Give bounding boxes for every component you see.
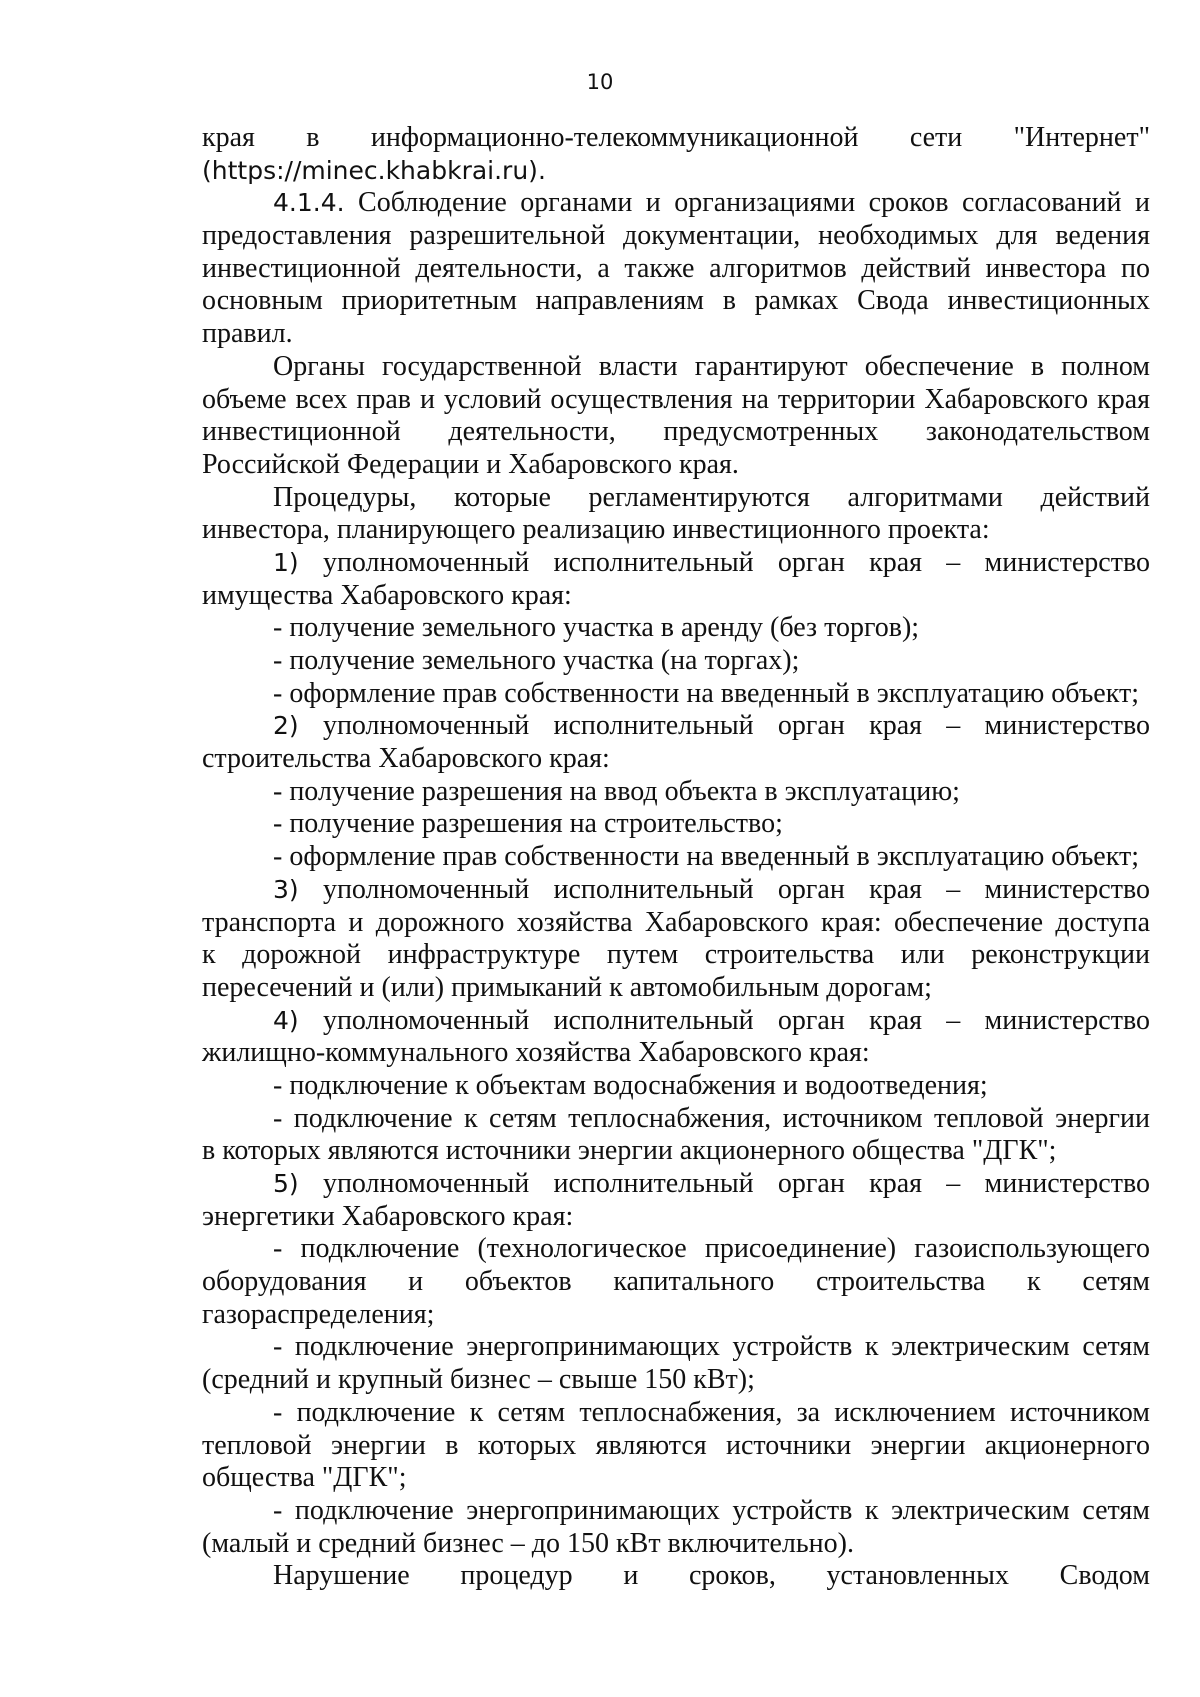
text-line <box>202 645 1150 678</box>
text-line <box>202 612 1150 645</box>
text-line <box>202 1560 1150 1593</box>
text-line <box>202 1528 1150 1561</box>
text-line <box>202 1397 1150 1430</box>
text-line <box>202 253 1150 286</box>
line-text: Соблюдение органами и организациями сроков согласований и <box>344 187 1150 219</box>
line-text: к дорожной инфраструктуре путем строительства или реконструкции <box>202 939 1150 971</box>
line-text: - подключение энергопринимающих устройств к электрическим сетям <box>273 1494 1150 1526</box>
line-text: инвестиционной деятельности, а также алгоритмов действий инвестора по <box>202 252 1150 284</box>
line-text: - получение разрешения на ввод объекта в эксплуатацию; <box>273 775 960 807</box>
line-text: жилищно-коммунального хозяйства Хабаровского края: <box>202 1037 870 1069</box>
line-text: (средний и крупный бизнес – свыше 150 кВт); <box>202 1364 755 1396</box>
text-line <box>202 1495 1150 1528</box>
line-text: общества "ДГК"; <box>202 1462 407 1494</box>
text-line <box>202 1005 1150 1038</box>
text-line <box>202 1103 1150 1136</box>
line-prefix: 3) <box>273 874 299 904</box>
line-text: - получение земельного участка (на торгах); <box>273 645 800 676</box>
text-line <box>202 1331 1150 1364</box>
line-text: пересечений и (или) примыканий к автомобильным дорогам; <box>202 971 932 1003</box>
text-line <box>202 874 1150 907</box>
page-number: 10 <box>586 70 614 94</box>
text-line <box>202 1037 1150 1070</box>
text-line <box>202 1201 1150 1234</box>
text-line <box>202 384 1150 417</box>
text-line <box>202 1462 1150 1495</box>
text-line <box>202 743 1150 776</box>
line-text: - подключение к сетям теплоснабжения, за исключением источником <box>273 1396 1150 1428</box>
text-line <box>202 285 1150 318</box>
line-text: инвестиционной деятельности, предусмотренных законодательством <box>202 416 1150 448</box>
line-text: - получение разрешения на строительство; <box>273 808 783 840</box>
line-text: предоставления разрешительной документации, необходимых для ведения <box>202 220 1150 252</box>
line-text: уполномоченный исполнительный орган края – министерство <box>298 873 1150 905</box>
line-text: тепловой энергии в которых являются источники энергии акционерного <box>202 1429 1150 1461</box>
line-text: Нарушение процедур и сроков, установленных Сводом <box>273 1560 1150 1592</box>
line-text: уполномоченный исполнительный орган края – министерство <box>298 710 1150 742</box>
line-prefix: 2) <box>273 711 299 741</box>
line-prefix: 4) <box>273 1005 299 1035</box>
line-text: энергетики Хабаровского края: <box>202 1200 574 1232</box>
line-text: правил. <box>202 318 293 350</box>
text-line <box>202 939 1150 972</box>
line-text: объеме всех прав и условий осуществления на территории Хабаровского края <box>202 383 1150 415</box>
text-line <box>202 187 1150 220</box>
text-line <box>202 482 1150 515</box>
line-text: - подключение энергопринимающих устройств к электрическим сетям <box>273 1331 1150 1363</box>
document-body <box>202 122 1150 1593</box>
line-prefix: 1) <box>273 547 299 577</box>
text-line <box>202 776 1150 809</box>
text-line <box>202 1070 1150 1103</box>
line-text: - подключение к сетям теплоснабжения, источником тепловой энергии <box>273 1102 1150 1134</box>
line-text: инвестора, планирующего реализацию инвестиционного проекта: <box>202 514 990 546</box>
text-line <box>202 351 1150 384</box>
text-line <box>202 710 1150 743</box>
text-line <box>202 1299 1150 1332</box>
line-text: имущества Хабаровского края: <box>202 579 572 611</box>
line-text: - получение земельного участка в аренду (без торгов); <box>273 612 920 644</box>
line-text: Органы государственной власти гарантируют обеспечение в полном <box>273 350 1150 382</box>
text-line <box>202 1233 1150 1266</box>
text-line <box>202 907 1150 940</box>
line-text: уполномоченный исполнительный орган края – министерство <box>298 546 1150 578</box>
text-line <box>202 972 1150 1005</box>
text-line <box>202 449 1150 482</box>
line-text: уполномоченный исполнительный орган края – министерство <box>298 1004 1150 1036</box>
line-text: края в информационно-телекоммуникационной сети "Интернет" <box>202 122 1150 153</box>
text-line <box>202 318 1150 351</box>
text-line <box>202 1364 1150 1397</box>
text-line <box>202 416 1150 449</box>
text-line <box>202 514 1150 547</box>
line-text: - оформление прав собственности на введенный в эксплуатацию объект; <box>273 841 1139 873</box>
text-line <box>202 1430 1150 1463</box>
text-line <box>202 1135 1150 1168</box>
line-text: в которых являются источники энергии акционерного общества "ДГК"; <box>202 1135 1057 1167</box>
line-prefix: 4.1.4. <box>273 188 345 218</box>
line-text: - подключение (технологическое присоединение) газоиспользующего <box>273 1233 1150 1265</box>
text-line <box>202 122 1150 155</box>
line-text: Процедуры, которые регламентируются алгоритмами действий <box>273 481 1150 513</box>
text-line <box>202 841 1150 874</box>
line-text: основным приоритетным направлениям в рамках Свода инвестиционных <box>202 285 1150 317</box>
line-text: строительства Хабаровского края: <box>202 743 610 775</box>
line-text: транспорта и дорожного хозяйства Хабаровского края: обеспечение доступа <box>202 906 1150 938</box>
line-text: Российской Федерации и Хабаровского края. <box>202 448 739 480</box>
line-text: - оформление прав собственности на введенный в эксплуатацию объект; <box>273 677 1139 709</box>
line-text: уполномоченный исполнительный орган края – министерство <box>298 1168 1150 1199</box>
line-text: газораспределения; <box>202 1298 435 1330</box>
line-prefix: (https://minec.khabkrai.ru). <box>202 155 546 185</box>
line-prefix: 5) <box>273 1169 299 1198</box>
line-text: оборудования и объектов капитального строительства к сетям <box>202 1266 1150 1298</box>
line-text: - подключение к объектам водоснабжения и водоотведения; <box>273 1069 988 1101</box>
line-text: (малый и средний бизнес – до 150 кВт включительно). <box>202 1527 854 1559</box>
text-line <box>202 580 1150 613</box>
text-line <box>202 220 1150 253</box>
text-line <box>202 808 1150 841</box>
text-line <box>202 547 1150 580</box>
text-line <box>202 155 1150 188</box>
text-line <box>202 678 1150 711</box>
text-line <box>202 1266 1150 1299</box>
text-line <box>202 1168 1150 1201</box>
